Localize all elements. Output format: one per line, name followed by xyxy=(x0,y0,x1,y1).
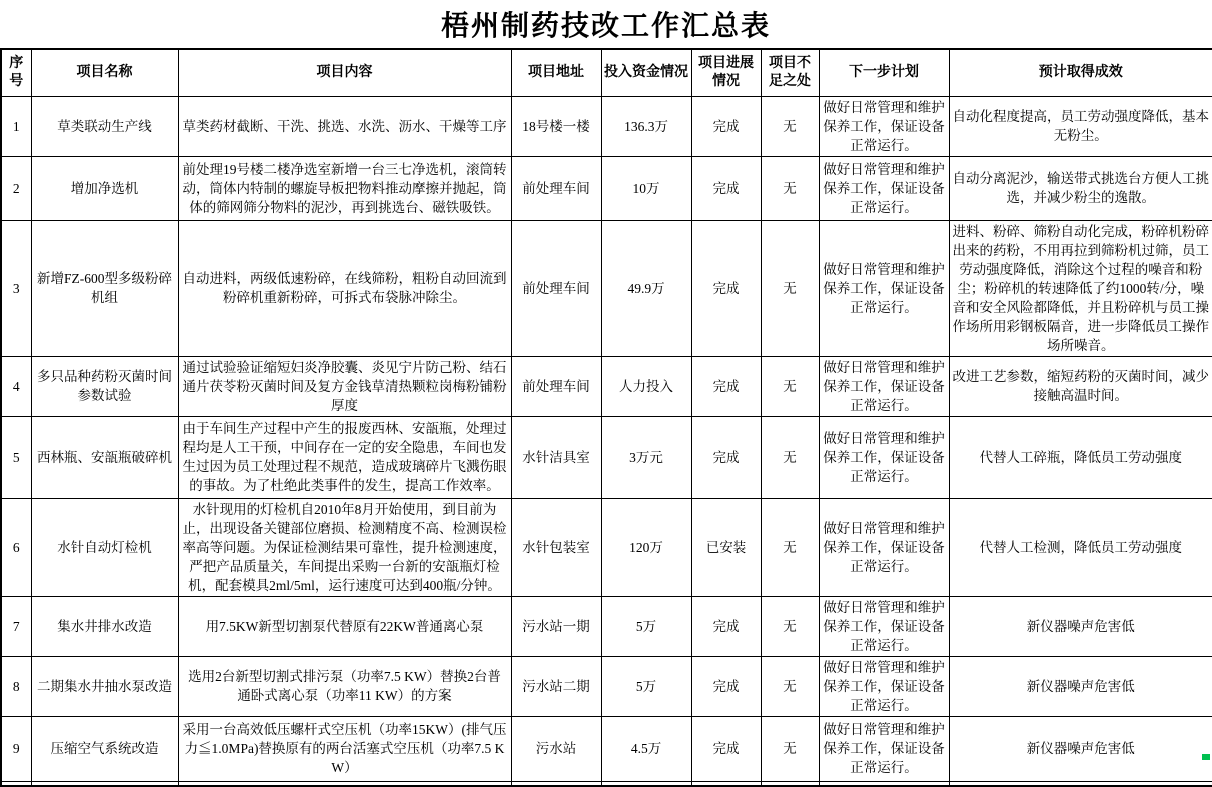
cell-expected_results: 新仪器噪声危害低 xyxy=(949,716,1212,781)
cell-expected_results: 代替人工检测，降低员工劳动强度 xyxy=(949,498,1212,596)
summary-table xyxy=(0,48,1212,787)
table-row xyxy=(1,156,1212,220)
cell-address: 前处理车间 xyxy=(511,356,601,416)
cell-content: 选用2台新型切割式排污泵（功率7.5 KW）替换2台普通卧式离心泵（功率11 KW）的方案 xyxy=(178,656,511,716)
table-row xyxy=(1,416,1212,498)
column-header-progress: 项目进展情况 xyxy=(691,49,761,96)
cell-shortcomings: 无 xyxy=(761,156,819,220)
cell-progress: 完成 xyxy=(691,716,761,781)
cell-shortcomings: 无 xyxy=(761,220,819,356)
table-row xyxy=(1,96,1212,156)
cell-address: 前处理车间 xyxy=(511,220,601,356)
cell-shortcomings: 无 xyxy=(761,356,819,416)
cell-name: 水针自动灯检机 xyxy=(31,498,178,596)
cell-address: 污水站二期 xyxy=(511,656,601,716)
cell-expected_results: 自动分离泥沙，输送带式挑选台方便人工挑选，并减少粉尘的逸散。 xyxy=(949,156,1212,220)
cell-progress: 完成 xyxy=(691,156,761,220)
cell-name: 草类联动生产线 xyxy=(31,96,178,156)
cell-address: 前处理车间 xyxy=(511,156,601,220)
cell-name: 新增FZ-600型多级粉碎机组 xyxy=(31,220,178,356)
partial-row xyxy=(1,781,1212,786)
cell-seq: 3 xyxy=(1,220,31,356)
cell-address: 水针包装室 xyxy=(511,498,601,596)
table-body xyxy=(1,96,1212,786)
cell-investment: 10万 xyxy=(601,156,691,220)
cell-investment: 136.3万 xyxy=(601,96,691,156)
cell-investment: 5万 xyxy=(601,656,691,716)
empty-cell xyxy=(949,781,1212,786)
cell-content: 用7.5KW新型切割泵代替原有22KW普通离心泵 xyxy=(178,596,511,656)
column-header-name: 项目名称 xyxy=(31,49,178,96)
column-header-seq: 序号 xyxy=(1,49,31,96)
cell-next_plan: 做好日常管理和维护保养工作，保证设备正常运行。 xyxy=(819,716,949,781)
cell-expected_results: 代替人工碎瓶，降低员工劳动强度 xyxy=(949,416,1212,498)
cell-expected_results: 新仪器噪声危害低 xyxy=(949,596,1212,656)
cell-content: 采用一台高效低压螺杆式空压机（功率15KW）(排气压力≦1.0MPa)替换原有的两台活塞式空压机（功率7.5 KW） xyxy=(178,716,511,781)
cell-progress: 完成 xyxy=(691,220,761,356)
cell-expected_results: 改进工艺参数，缩短药粉的灭菌时间，减少接触高温时间。 xyxy=(949,356,1212,416)
cell-name: 增加净选机 xyxy=(31,156,178,220)
cell-expected_results: 自动化程度提高，员工劳动强度降低，基本无粉尘。 xyxy=(949,96,1212,156)
table-row xyxy=(1,498,1212,596)
cell-shortcomings: 无 xyxy=(761,416,819,498)
cell-name: 集水井排水改造 xyxy=(31,596,178,656)
cell-seq: 7 xyxy=(1,596,31,656)
cell-name: 多只品种药粉灭菌时间参数试验 xyxy=(31,356,178,416)
cell-seq: 5 xyxy=(1,416,31,498)
empty-cell xyxy=(31,781,178,786)
cell-address: 污水站 xyxy=(511,716,601,781)
cell-progress: 完成 xyxy=(691,416,761,498)
page-title: 梧州制药技改工作汇总表 xyxy=(440,11,771,42)
cell-content: 由于车间生产过程中产生的报废西林、安瓿瓶，处理过程均是人工干预，中间存在一定的安全隐患，车间也发生过因为员工处理过程不规范，造成玻璃碎片飞溅伤眼的事故。为了杜绝此类事件的发生，提高工作效率。 xyxy=(178,416,511,498)
cell-name: 西林瓶、安瓿瓶破碎机 xyxy=(31,416,178,498)
cell-next_plan: 做好日常管理和维护保养工作，保证设备正常运行。 xyxy=(819,596,949,656)
cell-seq: 8 xyxy=(1,656,31,716)
cell-name: 压缩空气系统改造 xyxy=(31,716,178,781)
cell-seq: 9 xyxy=(1,716,31,781)
cell-next_plan: 做好日常管理和维护保养工作，保证设备正常运行。 xyxy=(819,156,949,220)
cell-seq: 1 xyxy=(1,96,31,156)
cell-next_plan: 做好日常管理和维护保养工作，保证设备正常运行。 xyxy=(819,220,949,356)
cell-progress: 完成 xyxy=(691,596,761,656)
cell-seq: 2 xyxy=(1,156,31,220)
cell-expected_results: 进料、粉碎、筛粉自动化完成，粉碎机粉碎出来的药粉，不用再拉到筛粉机过筛，员工劳动强度降低，消除这个过程的噪音和粉尘；粉碎机的转速降低了约1000转/分，噪音和安全风险都降低，并且粉碎机与员工操作场所用彩钢板隔音，进一步降低员工操作场所噪音。 xyxy=(949,220,1212,356)
column-header-investment: 投入资金情况 xyxy=(601,49,691,96)
cell-content: 水针现用的灯检机自2010年8月开始使用，到目前为止，出现设备关键部位磨损、检测精度不高、检测误检率高等问题。为保证检测结果可靠性，提升检测速度，严把产品质量关，车间提出采购一台新的安瓿瓶灯检机，配套模具2ml/5ml，运行速度可达到400瓶/分钟。 xyxy=(178,498,511,596)
cell-address: 18号楼一楼 xyxy=(511,96,601,156)
cell-next_plan: 做好日常管理和维护保养工作，保证设备正常运行。 xyxy=(819,356,949,416)
empty-cell xyxy=(819,781,949,786)
empty-cell xyxy=(691,781,761,786)
cell-investment: 49.9万 xyxy=(601,220,691,356)
cell-next_plan: 做好日常管理和维护保养工作，保证设备正常运行。 xyxy=(819,498,949,596)
cell-investment: 人力投入 xyxy=(601,356,691,416)
cell-shortcomings: 无 xyxy=(761,96,819,156)
table-row xyxy=(1,716,1212,781)
column-header-content: 项目内容 xyxy=(178,49,511,96)
cell-investment: 4.5万 xyxy=(601,716,691,781)
cell-name: 二期集水井抽水泵改造 xyxy=(31,656,178,716)
cell-investment: 5万 xyxy=(601,596,691,656)
empty-cell xyxy=(601,781,691,786)
cell-content: 草类药材截断、干洗、挑选、水洗、沥水、干燥等工序 xyxy=(178,96,511,156)
cell-shortcomings: 无 xyxy=(761,498,819,596)
cell-address: 污水站一期 xyxy=(511,596,601,656)
table-row xyxy=(1,356,1212,416)
cell-content: 前处理19号楼二楼净选室新增一台三七净选机，滚筒转动，筒体内特制的螺旋导板把物料推动摩擦并抛起，筒体的筛网筛分物料的泥沙，再到挑选台、磁铁吸铁。 xyxy=(178,156,511,220)
cell-seq: 4 xyxy=(1,356,31,416)
cell-next_plan: 做好日常管理和维护保养工作，保证设备正常运行。 xyxy=(819,416,949,498)
empty-cell xyxy=(761,781,819,786)
cell-content: 通过试验验证缩短妇炎净胶囊、炎见宁片防己粉、结石通片茯苓粉灭菌时间及复方金钱草清热颗粒岗梅粉铺粉厚度 xyxy=(178,356,511,416)
cell-shortcomings: 无 xyxy=(761,596,819,656)
column-header-shortcomings: 项目不足之处 xyxy=(761,49,819,96)
cell-progress: 已安装 xyxy=(691,498,761,596)
cell-progress: 完成 xyxy=(691,96,761,156)
cell-next_plan: 做好日常管理和维护保养工作，保证设备正常运行。 xyxy=(819,656,949,716)
header-row xyxy=(1,49,1212,96)
cell-address: 水针洁具室 xyxy=(511,416,601,498)
cell-content: 自动进料，两级低速粉碎，在线筛粉，粗粉自动回流到粉碎机重新粉碎，可拆式布袋脉冲除尘。 xyxy=(178,220,511,356)
cell-investment: 3万元 xyxy=(601,416,691,498)
column-header-address: 项目地址 xyxy=(511,49,601,96)
column-header-next_plan: 下一步计划 xyxy=(819,49,949,96)
cell-seq: 6 xyxy=(1,498,31,596)
empty-cell xyxy=(178,781,511,786)
cell-expected_results: 新仪器噪声危害低 xyxy=(949,656,1212,716)
column-header-expected_results: 预计取得成效 xyxy=(949,49,1212,96)
empty-cell xyxy=(511,781,601,786)
cell-shortcomings: 无 xyxy=(761,716,819,781)
table-row xyxy=(1,656,1212,716)
table-row xyxy=(1,220,1212,356)
empty-cell xyxy=(1,781,31,786)
cell-progress: 完成 xyxy=(691,356,761,416)
selection-handle[interactable] xyxy=(1202,754,1210,760)
table-row xyxy=(1,596,1212,656)
cell-next_plan: 做好日常管理和维护保养工作，保证设备正常运行。 xyxy=(819,96,949,156)
cell-progress: 完成 xyxy=(691,656,761,716)
cell-investment: 120万 xyxy=(601,498,691,596)
cell-shortcomings: 无 xyxy=(761,656,819,716)
